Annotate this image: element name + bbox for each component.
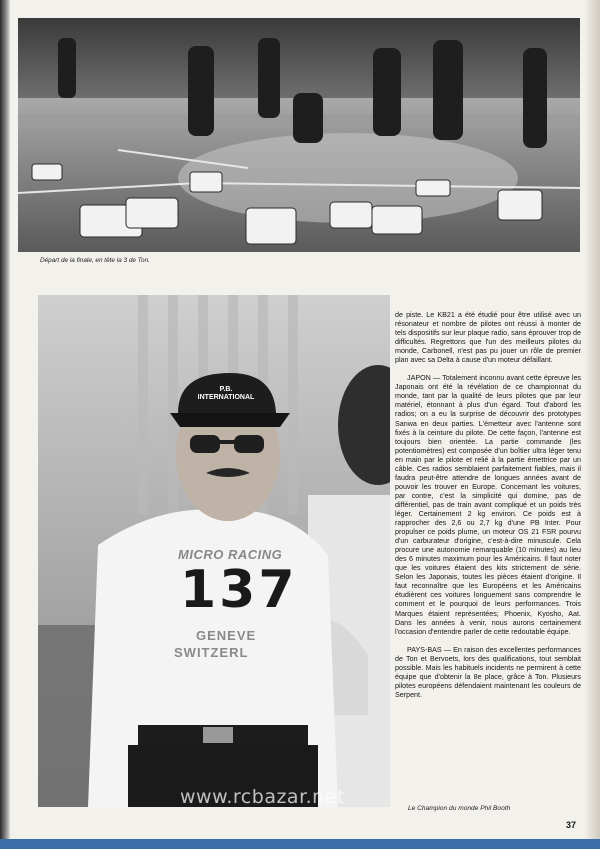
article-column — [395, 311, 581, 709]
page-number: 37 — [566, 820, 577, 830]
champion-photo — [38, 295, 390, 807]
section-label-japon: JAPON — — [407, 374, 441, 383]
article-paragraph-intro: de piste. Le KB21 a été étudié pour être utilisé avec un résonateur et nombre de pilotes ont réussi à monter de tels dispositifs sur leur plaque radio, sans éprouver trop de difficultés. Regrettons que l'un des meilleurs pilotes du monde, Carbonell, n'est pas pu jouer un rôle de premier plan avec sa Delta à cause d'un moteur défaillant. — [395, 311, 581, 365]
shirt-city: GENEVE — [196, 628, 257, 643]
article-paragraph-pays-bas — [395, 646, 581, 700]
top-photo-caption: Départ de la finale, en tête la 3 de Ton. — [40, 257, 150, 264]
section-text-pays-bas: En raison des excellentes performances de Ton et Bervoets, lors des qualifications, tout semblait possible. Mais les habituels incidents ne permirent à cette équipe que d'obtenir la 8e place, grâce à Ton. Plusieurs pilotes européens défendaient maintenant les couleurs de Serpent. — [395, 645, 581, 699]
scan-bottom-band — [0, 839, 600, 849]
race-start-photo — [18, 18, 580, 252]
main-photo-caption: Le Champion du monde Phil Booth — [408, 805, 511, 812]
section-text-japon: Totalement inconnu avant cette épreuve les Japonais ont été la révélation de ce championnat du monde, tant par la qualité de leurs pilotes que par leur matériel, étonnant à plus d'un égard. Tout d'abord les radios; on a eu la surprise de découvrir des prototypes Sanwa en deux parties. L'émetteur avec l'antenne sont fixés à la ceinture du pilote. De cette façon, l'antenne est toujours bien orientée. La partie commande (les potentiomètres) est composée d'un boîtier ultra léger tenu en main par le pilote et relié à la partie émettrice par un câble. Ces radios semblaient parfaitement fiables, mais il faudra peut-être attendre de longues années avant de pouvoir les trouver en Europe. Concernant les voitures, par contre, c'est la simplicité qui domine, pas de différentiel, pas de train avant compliqué et un poids très léger. Certainement 2 kg environ. Ce poids est à rapprocher des 2,6 ou 2,7 kg d'une PB Inter. Pour propulser ce poids plume, un moteur OS 21 FSR pourvu d'un carburateur d'origine, c'est-à-dire minuscule. Cela procure une autonomie remarquable (10 minutes) au lieu des 6 minutes maximum pour les Américains. Il faut noter que les voitures étaient des kits strictement de série. Selon les Japonais, toutes les pièces étaient d'origine. Il faut reconnaître que les Européens et les Américains étudièrent ces voitures longuement sans comprendre le comment et le pourquoi de leurs performances. Trois Marques étaient représentées; Phoenix, Kyosho, Aat. Dans les années à venir, nous aurons certainement l'occasion d'entendre parler de cette redoutable équipe. — [395, 374, 581, 636]
race-number: 137 — [180, 560, 298, 620]
race-start-illustration — [18, 18, 580, 252]
cap-badge: P.B. INTERNATIONAL — [197, 386, 255, 401]
article-paragraph-japon — [395, 374, 581, 636]
site-watermark: www.rcbazar.net — [180, 786, 345, 808]
shirt-brand: MICRO RACING — [178, 547, 283, 562]
section-label-pays-bas: PAYS-BAS — — [407, 645, 451, 654]
page-edge — [584, 0, 600, 849]
page-binding-shadow — [0, 0, 10, 849]
shirt-country: SWITZERL — [174, 645, 249, 660]
